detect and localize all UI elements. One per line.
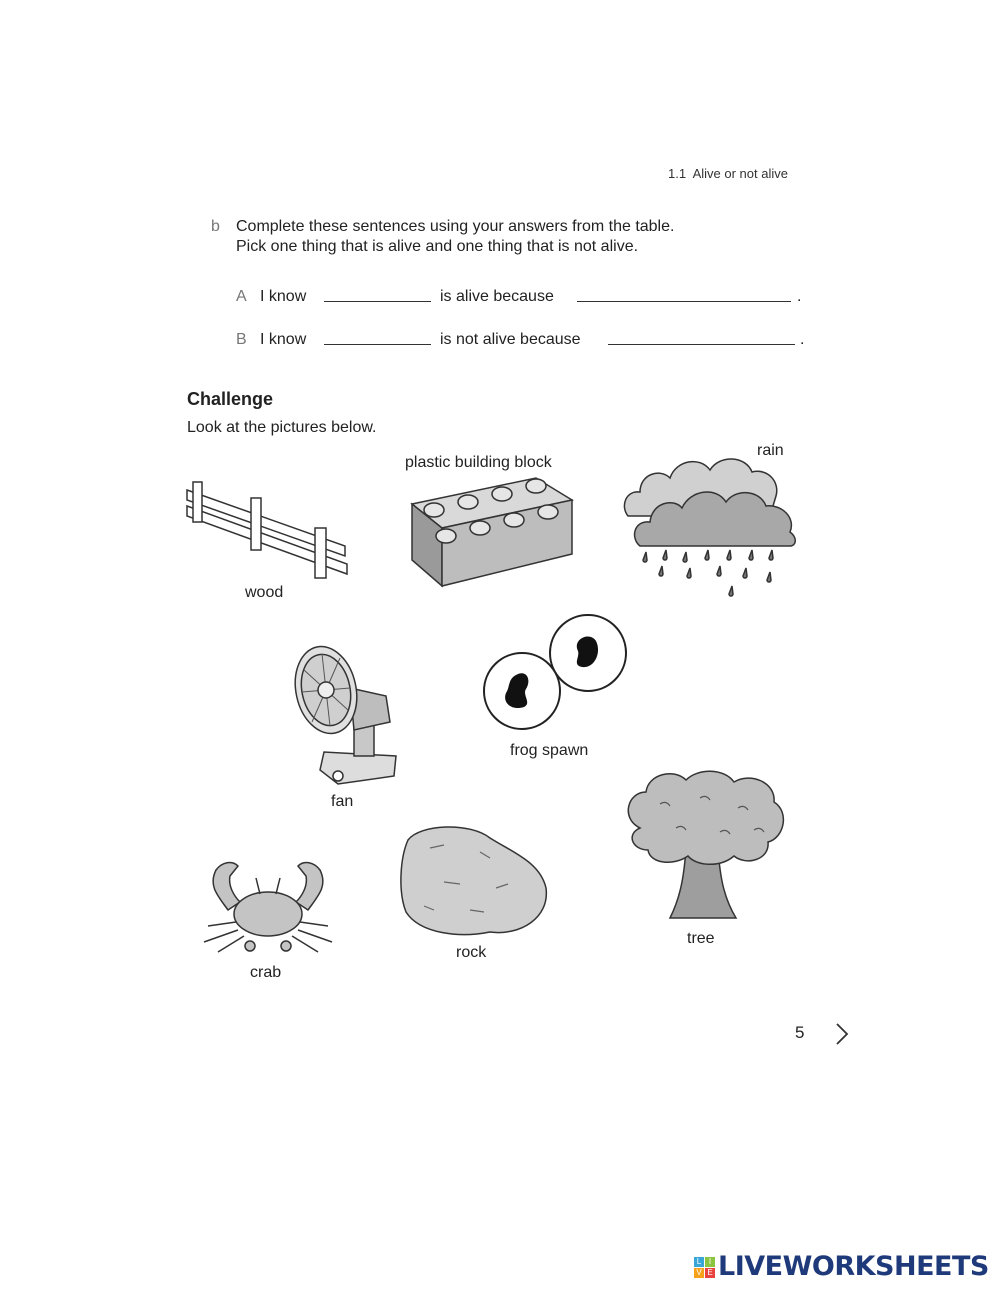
fan-picture bbox=[290, 640, 402, 790]
sentence-b-blank-2[interactable] bbox=[608, 344, 795, 345]
sentence-a-letter: A bbox=[236, 288, 247, 305]
label-block: plastic building block bbox=[405, 454, 552, 471]
chevron-right-icon[interactable] bbox=[834, 1022, 850, 1046]
logo-text: LIVEWORKSHEETS bbox=[718, 1251, 989, 1282]
challenge-instruction: Look at the pictures below. bbox=[187, 419, 377, 436]
logo-icon-e: E bbox=[705, 1268, 715, 1278]
label-frogspawn: frog spawn bbox=[510, 742, 589, 759]
fence-picture bbox=[185, 478, 355, 583]
label-rock: rock bbox=[456, 944, 487, 961]
sentence-a-blank-1[interactable] bbox=[324, 301, 431, 302]
logo-icon bbox=[694, 1257, 716, 1279]
label-tree: tree bbox=[687, 930, 715, 947]
sentence-a-part2: is alive because bbox=[440, 288, 554, 305]
sentence-b-part1: I know bbox=[260, 331, 307, 348]
question-letter: b bbox=[211, 218, 220, 235]
logo-icon-v: V bbox=[694, 1268, 704, 1278]
question-instruction-1: Complete these sentences using your answers from the table. bbox=[236, 218, 675, 235]
section-title: Alive or not alive bbox=[692, 166, 788, 181]
block-picture bbox=[408, 474, 576, 590]
frogspawn-picture bbox=[482, 613, 630, 737]
sentence-b-end: . bbox=[800, 331, 805, 348]
sentence-a-blank-2[interactable] bbox=[577, 301, 791, 302]
section-number: 1.1 bbox=[668, 166, 687, 181]
label-crab: crab bbox=[250, 964, 282, 981]
crab-picture bbox=[198, 856, 338, 960]
rain-cloud-picture bbox=[620, 446, 802, 600]
challenge-heading: Challenge bbox=[187, 389, 274, 409]
logo-icon-i: I bbox=[705, 1257, 715, 1267]
logo-icon-l: L bbox=[694, 1257, 704, 1267]
label-wood: wood bbox=[245, 584, 284, 601]
page-number: 5 bbox=[795, 1023, 805, 1042]
sentence-a-end: . bbox=[797, 288, 802, 305]
section-header bbox=[668, 166, 788, 181]
sentence-b-letter: B bbox=[236, 331, 247, 348]
label-fan: fan bbox=[331, 793, 354, 810]
rock-picture bbox=[400, 822, 548, 940]
tree-picture bbox=[620, 768, 788, 924]
sentence-a-part1: I know bbox=[260, 288, 307, 305]
label-rain: rain bbox=[757, 442, 784, 459]
sentence-b-blank-1[interactable] bbox=[324, 344, 431, 345]
sentence-b-part2: is not alive because bbox=[440, 331, 581, 348]
question-instruction-2: Pick one thing that is alive and one thing that is not alive. bbox=[236, 238, 639, 255]
